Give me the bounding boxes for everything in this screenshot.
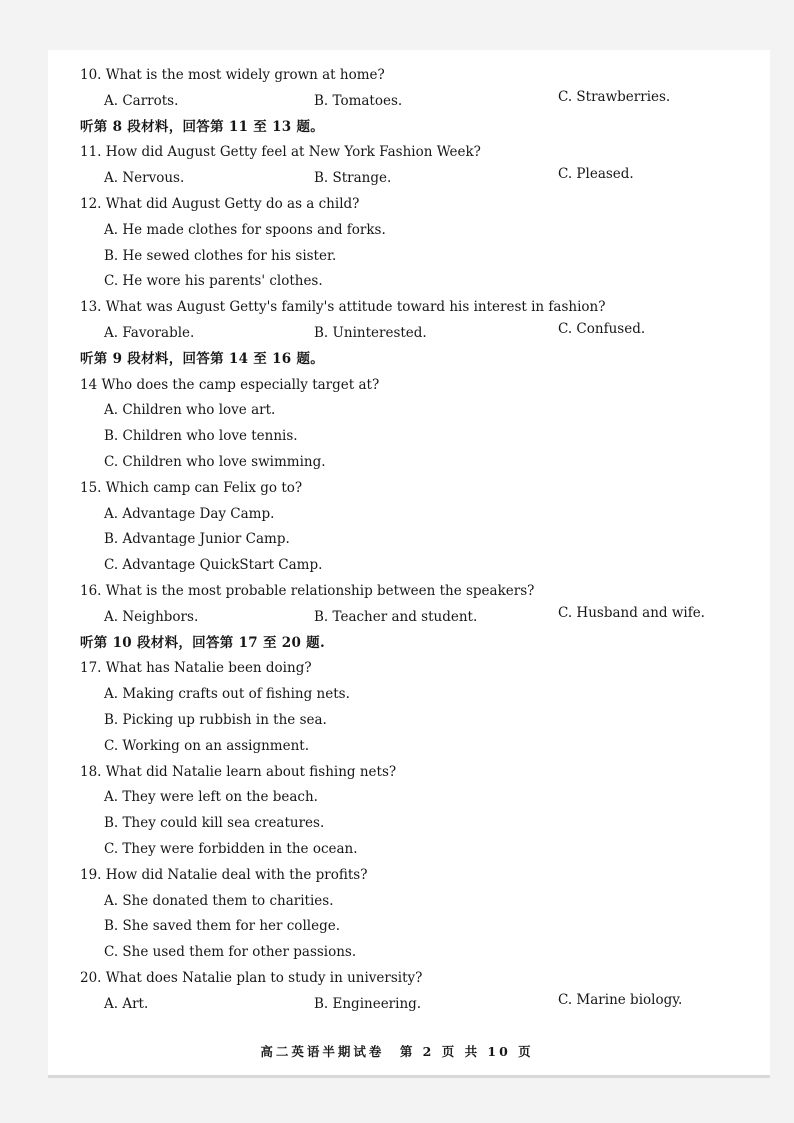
- question-18: 18. What did Natalie learn about fishing nets?: [80, 763, 397, 780]
- question-19: 19. How did Natalie deal with the profits?: [80, 866, 368, 883]
- option-11-c: C. Pleased.: [558, 166, 634, 183]
- option-15-a: A. Advantage Day Camp.: [104, 505, 275, 522]
- question-13: 13. What was August Getty's family's attitude toward his interest in fashion?: [80, 299, 606, 316]
- options-11: [80, 166, 740, 192]
- option-13-b: B. Uninterested.: [314, 324, 427, 341]
- option-17-a: A. Making crafts out of fishing nets.: [104, 686, 350, 703]
- option-12-b: B. He sewed clothes for his sister.: [104, 247, 337, 264]
- question-14: 14 Who does the camp especially target at?: [80, 376, 380, 393]
- option-19-a: A. She donated them to charities.: [104, 892, 334, 909]
- option-11-b: B. Strange.: [314, 170, 392, 187]
- option-17-c: C. Working on an assignment.: [104, 737, 310, 754]
- option-12-c: C. He wore his parents' clothes.: [104, 273, 323, 290]
- question-16: 16. What is the most probable relationship between the speakers?: [80, 582, 535, 599]
- question-15: 15. Which camp can Felix go to?: [80, 479, 303, 496]
- options-10: [80, 89, 740, 115]
- question-17: 17. What has Natalie been doing?: [80, 660, 312, 677]
- option-14-b: B. Children who love tennis.: [104, 428, 298, 445]
- option-15-c: C. Advantage QuickStart Camp.: [104, 557, 323, 574]
- options-16: [80, 605, 740, 631]
- option-18-b: B. They could kill sea creatures.: [104, 815, 325, 832]
- option-10-c: C. Strawberries.: [558, 88, 671, 105]
- question-list: [80, 63, 740, 1017]
- option-16-b: B. Teacher and student.: [314, 608, 478, 625]
- section-heading-9: 听第 9 段材料，回答第 14 至 16 题。: [80, 350, 325, 367]
- page-footer: 高二英语半期试卷 第 2 页 共 10 页: [260, 1044, 534, 1059]
- section-heading-10: 听第 10 段材料，回答第 17 至 20 题.: [80, 634, 325, 651]
- option-13-a: A. Favorable.: [104, 324, 195, 341]
- option-11-a: A. Nervous.: [104, 170, 185, 187]
- option-20-b: B. Engineering.: [314, 995, 422, 1012]
- options-13: [80, 321, 740, 347]
- question-20: 20. What does Natalie plan to study in university?: [80, 969, 423, 986]
- option-14-c: C. Children who love swimming.: [104, 453, 326, 470]
- option-18-c: C. They were forbidden in the ocean.: [104, 840, 358, 857]
- option-17-b: B. Picking up rubbish in the sea.: [104, 711, 327, 728]
- scan-edge: [48, 1075, 770, 1078]
- option-16-a: A. Neighbors.: [104, 608, 199, 625]
- option-15-b: B. Advantage Junior Camp.: [104, 531, 290, 548]
- option-14-a: A. Children who love art.: [104, 402, 276, 419]
- option-13-c: C. Confused.: [558, 320, 646, 337]
- option-20-a: A. Art.: [104, 995, 149, 1012]
- option-19-c: C. She used them for other passions.: [104, 944, 357, 961]
- option-12-a: A. He made clothes for spoons and forks.: [104, 221, 386, 238]
- option-18-a: A. They were left on the beach.: [104, 789, 318, 806]
- option-10-b: B. Tomatoes.: [314, 92, 403, 109]
- option-19-b: B. She saved them for her college.: [104, 918, 340, 935]
- option-20-c: C. Marine biology.: [558, 991, 683, 1008]
- option-16-c: C. Husband and wife.: [558, 604, 705, 621]
- option-10-a: A. Carrots.: [104, 92, 179, 109]
- question-11: 11. How did August Getty feel at New York Fashion Week?: [80, 144, 481, 161]
- question-12: 12. What did August Getty do as a child?: [80, 195, 360, 212]
- question-10: 10. What is the most widely grown at home?: [80, 67, 385, 83]
- options-20: [80, 992, 740, 1018]
- section-heading-8: 听第 8 段材料，回答第 11 至 13 题。: [80, 118, 325, 135]
